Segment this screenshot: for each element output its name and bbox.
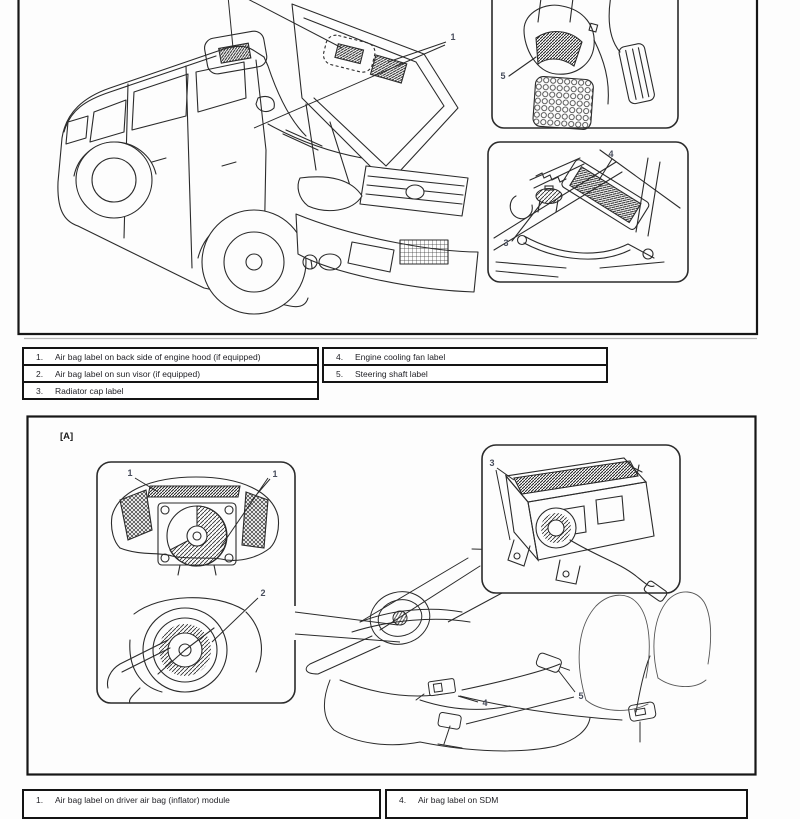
legend-item-text: Steering shaft label xyxy=(355,368,428,379)
fig1-callout-1: 1 xyxy=(450,32,456,42)
fig2-callout-1a: 1 xyxy=(127,468,133,478)
legend-item-number: 1. xyxy=(36,795,44,805)
legend-item-number: 4. xyxy=(336,351,344,362)
radiator-fan-inset xyxy=(488,142,688,282)
legend-row xyxy=(24,383,317,398)
view-marker: [A] xyxy=(60,431,74,442)
legend-item-text: Air bag label on SDM xyxy=(418,795,499,805)
fig1-callout-4: 4 xyxy=(608,149,614,159)
fig2-callout-4: 4 xyxy=(482,698,488,708)
legend-item-number: 1. xyxy=(36,351,44,362)
legend-row xyxy=(324,366,606,381)
driver-airbag-inset xyxy=(97,462,295,703)
fig2-callout-5: 5 xyxy=(578,691,584,701)
legend-row xyxy=(24,366,317,383)
car-drawing xyxy=(58,4,478,314)
fig2-callout-3: 3 xyxy=(489,458,495,468)
legend-item-text: Radiator cap label xyxy=(55,385,124,396)
legend-item-number: 3. xyxy=(36,385,44,396)
legend-item-number: 4. xyxy=(399,795,407,805)
legend-table-2-left-column xyxy=(22,789,381,819)
legend-table-2-right-column xyxy=(385,789,748,819)
legend-item-text: Air bag label on sun visor (if equipped) xyxy=(55,368,201,379)
legend-item-number: 2. xyxy=(36,368,44,379)
legend-table-1-left-column xyxy=(22,347,319,400)
fig2-callout-1b: 1 xyxy=(272,469,278,479)
legend-item-number: 5. xyxy=(336,368,344,379)
legend-item-text: Air bag label on driver air bag (inflator) module xyxy=(55,795,230,805)
legend-table-1 xyxy=(22,347,758,403)
legend-item-text: Engine cooling fan label xyxy=(355,351,446,362)
legend-row xyxy=(324,349,606,366)
legend-table-2 xyxy=(22,789,748,819)
passenger-airbag-inset xyxy=(482,445,680,602)
fig1-callout-3: 3 xyxy=(503,238,509,248)
legend-row xyxy=(24,349,317,366)
fig1-callout-5: 5 xyxy=(500,71,506,81)
legend-table-1-right-column xyxy=(322,347,608,383)
steering-shaft-inset xyxy=(492,0,678,130)
legend-item-text: Air bag label on back side of engine hood (if equipped) xyxy=(55,351,261,362)
fig2-callout-2: 2 xyxy=(260,588,266,598)
